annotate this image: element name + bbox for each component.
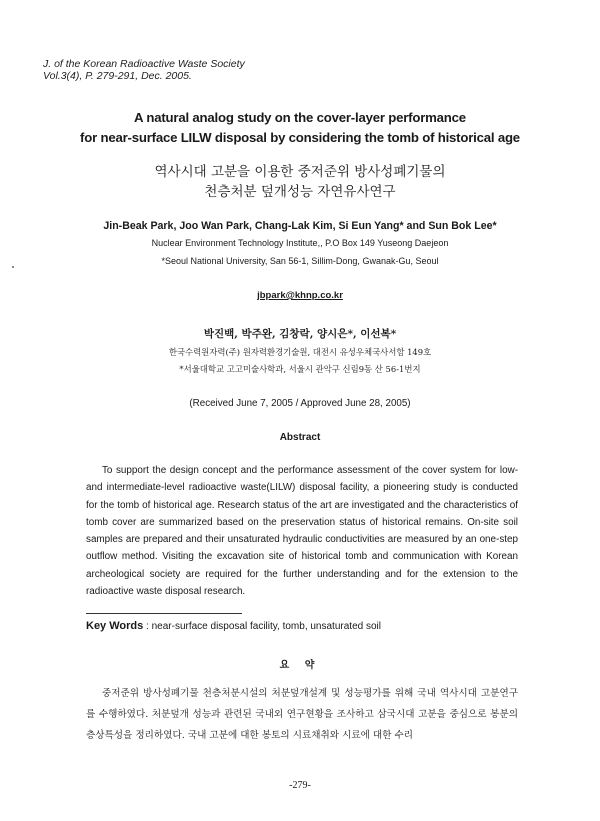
journal-citation: [43, 58, 245, 82]
authors-korean: 박진백, 박주완, 김창락, 양시은*, 이선복*: [203, 328, 397, 340]
received-dates: (Received June 7, 2005 / Approved June 28, 2005): [189, 398, 411, 409]
keywords-divider: [86, 613, 242, 614]
authors-english: Jin-Beak Park, Joo Wan Park, Chang-Lak Kim, Si Eun Yang* and Sun Bok Lee*: [103, 220, 497, 232]
keywords-label: Key Words: [86, 620, 144, 632]
keywords-line: [86, 620, 381, 632]
affiliation-en-2: *Seoul National University, San 56-1, Sillim-Dong, Gwanak-Gu, Seoul: [161, 256, 439, 266]
keywords-text: : near-surface disposal facility, tomb, unsaturated soil: [143, 621, 381, 632]
affiliation-en-1: Nuclear Environment Technology Institute,, P.O Box 149 Yuseong Daejeon: [151, 238, 449, 248]
title-ko-line-2: 천층처분 덮개성능 자연유사연구: [204, 184, 396, 200]
author-email-link[interactable]: jbpark@khnp.co.kr: [257, 290, 343, 301]
title-en-line-1: A natural analog study on the cover-layer performance: [134, 110, 466, 125]
title-ko-line-1: 역사시대 고분을 이용한 중저준위 방사성폐기물의: [154, 164, 446, 180]
journal-volume: Vol.3(4), P. 279-291, Dec. 2005.: [43, 70, 192, 82]
paper-title-korean: [0, 162, 600, 202]
abstract-body: To support the design concept and the performance assessment of the cover system for low- and intermediate-level radioactive waste(LILW) disposal facility, a pioneering study is conducted for the tomb of historical age. Research status of the art are investigated and the characteristics of tomb cover are summarized based on the preservation status of historical remains. On-site soil samples are prepared and their unsaturated hydraulic conductivities are measured by an one-step outflow method. Visiting the excavation site of historical tomb and communication with Korean archeological society are required for the further understanding and for the extension to the radioactive waste disposal research.: [86, 465, 518, 598]
abstract-heading: Abstract: [279, 432, 321, 443]
korean-abstract-heading: 요 약: [279, 660, 321, 671]
affiliation-ko-1: 한국수력원자력(주) 원자력환경기술원, 대전시 유성우체국사서함 149호: [168, 347, 432, 357]
paper-title-english: [0, 108, 600, 148]
affiliation-ko-2: *서울대학교 고고미술사학과, 서울시 관악구 신림9동 산 56-1번지: [179, 364, 421, 374]
title-en-line-2: for near-surface LILW disposal by considering the tomb of historical age: [80, 130, 520, 145]
korean-abstract-body: 중저준위 방사성폐기물 천층처분시설의 처분덮개설계 및 성능평가를 위해 국내 역사시대 고분연구를 수행하였다. 처분덮개 성능과 관련된 국내외 연구현황을 조사하고 삼국시대 고분을 중심으로 봉분의 층상특성을 정리하였다. 국내 고분에 대한 봉토의 시료채취와 시료에 대한 수리: [86, 688, 518, 741]
page-number: -279-: [289, 780, 311, 791]
journal-name: J. of the Korean Radioactive Waste Society: [43, 58, 245, 70]
margin-dot: [12, 266, 14, 268]
